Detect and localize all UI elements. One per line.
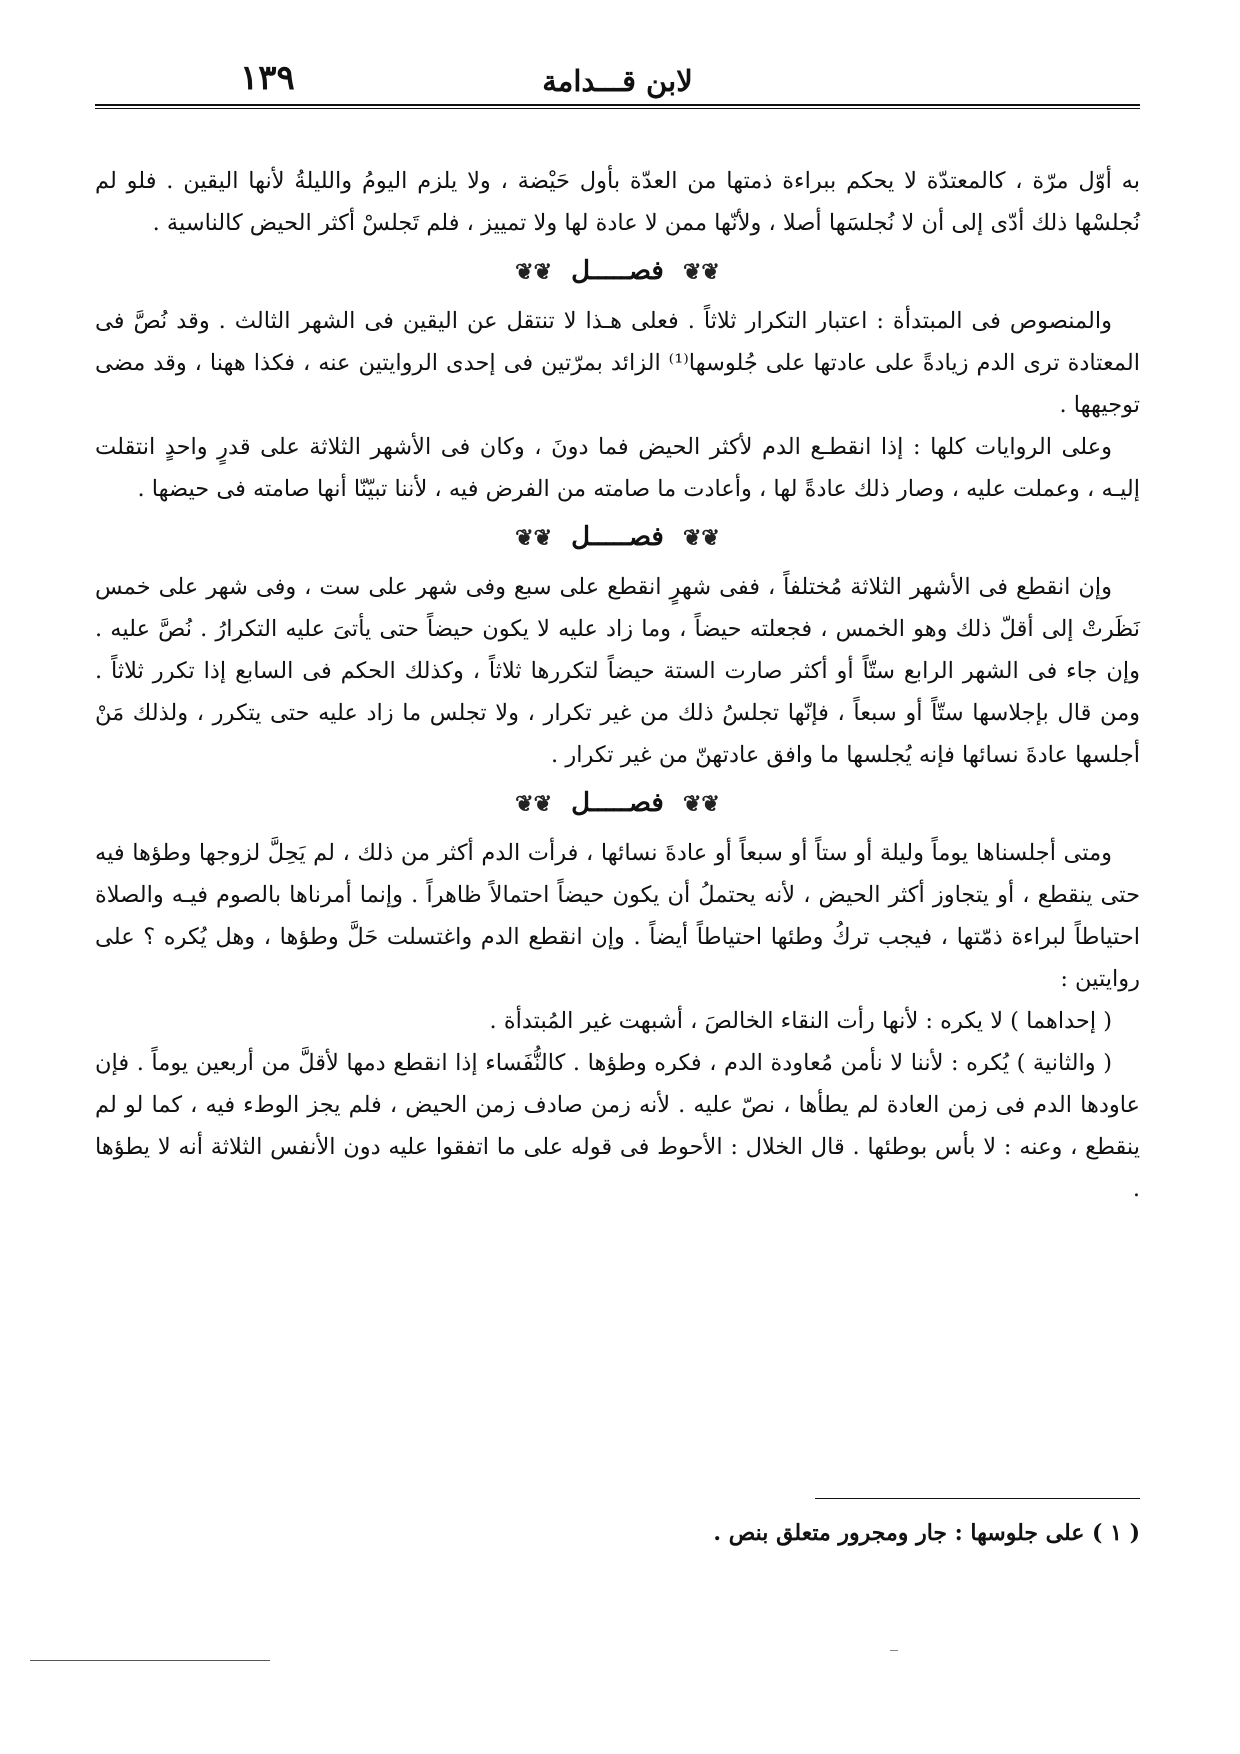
ornament-icon: ❦❦ <box>515 259 553 285</box>
page-header <box>95 60 1140 106</box>
bottom-rule <box>30 1660 270 1661</box>
ornament-icon: ❦❦ <box>515 525 553 551</box>
paragraph: والمنصوص فى المبتدأة : اعتبار التكرار ثلاثاً . فعلى هـذا لا تنتقل عن اليقين فى الشهر الثالث . وقد نُصَّ فى المعتادة ترى الدم زيادةً على عادتها على جُلوسها⁽¹⁾ الزائد بمرّتين فى إحدى الروايتين عنه ، فكذا ههنا ، وقد مضى توجيهها . <box>95 308 1140 418</box>
paragraph: به أوّل مرّة ، كالمعتدّة لا يحكم ببراءة ذمتها من العدّة بأول حَيْضة ، ولا يلزم اليومُ والليلةُ لأنها اليقين . فلو لم نُجلسْها ذلك أدّى إلى أن لا نُجلسَها أصلا ، ولأنّها ممن لا عادة لها ولا تمييز ، فلم تَجلسْ أكثر الحيض كالناسية . <box>95 168 1140 236</box>
section-heading <box>95 778 1140 828</box>
ornament-icon: ❦❦ <box>682 259 720 285</box>
section-heading <box>95 512 1140 562</box>
header-rule <box>95 108 1140 109</box>
running-title: لابن قـــدامة <box>542 64 693 98</box>
paragraph: ( إحداهما ) لا يكره : لأنها رأت النقاء الخالصَ ، أشبهت غير المُبتدأة . <box>489 1008 1112 1034</box>
paragraph: ومتى أجلسناها يوماً وليلة أو ستاً أو سبعاً أو عادةَ نسائها ، فرأت الدم أكثر من ذلك ، لم يَحِلَّ لزوجها وطؤها فيه حتى ينقطع ، أو يتجاوز أكثر الحيض ، لأنه يحتملُ أن يكون حيضاً احتمالاً ظاهراً . وإنما أمرناها بالصوم فيـه والصلاة احتياطاً لبراءة ذمّتها ، فيجب تركُ وطئها احتياطاً أيضاً . وإن انقطع الدم واغتسلت حَلَّ وطؤها ، وهل يُكره ؟ على روايتين : <box>95 840 1140 992</box>
ornament-icon: ❦❦ <box>682 791 720 817</box>
footnote: ( ١ ) على جلوسها : جار ومجرور متعلق بنص . <box>713 1520 1140 1546</box>
ornament-icon: ❦❦ <box>515 791 553 817</box>
bottom-tick <box>890 1650 898 1651</box>
section-heading-label: فصـــــل <box>571 522 664 552</box>
section-heading-label: فصـــــل <box>571 788 664 818</box>
document-page <box>95 60 1140 1710</box>
section-heading-label: فصـــــل <box>571 256 664 286</box>
ornament-icon: ❦❦ <box>682 525 720 551</box>
paragraph: ( والثانية ) يُكره : لأننا لا نأمن مُعاودة الدم ، فكره وطؤها . كالنُّفَساء إذا انقطع دمها لأقلَّ من أربعين يوماً . فإن عاودها الدم فى زمن العادة لم يطأها ، نصّ عليه . لأنه زمن صادف زمن الحيض ، فلم يجز الوطء فيه ، كما لو لم ينقطع ، وعنه : لا بأس بوطئها . قال الخلال : الأحوط فى قوله على ما اتفقوا عليه دون الأنفس الثلاثة أنه لا يطؤها . <box>95 1050 1140 1202</box>
section-heading <box>95 246 1140 296</box>
paragraph: وإن انقطع فى الأشهر الثلاثة مُختلفاً ، ففى شهرٍ انقطع على سبع وفى شهر على ست ، وفى شهر على خمس نَظَرتْ إلى أقلّ ذلك وهو الخمس ، فجعلته حيضاً ، وما زاد عليه لا يكون حيضاً حتى يأتىَ عليه التكرارُ . نُصَّ عليه . وإن جاء فى الشهر الرابع ستّاً أو أكثر صارت الستة حيضاً لتكررها ثلاثاً ، وكذلك الحكم فى السابع إذا تكرر ثلاثاً . ومن قال بإجلاسها ستّاً أو سبعاً ، فإنّها تجلسُ ذلك من غير تكرار ، ولا تجلس ما زاد عليه حتى يتكرر ، ولذلك مَنْ أجلسها عادةَ نسائها فإنه يُجلسها ما وافق عادتهنّ من غير تكرار . <box>95 574 1140 768</box>
page-number: ١٣٩ <box>240 58 295 98</box>
footnote-rule <box>815 1498 1140 1499</box>
page-body <box>95 160 1140 1210</box>
paragraph: وعلى الروايات كلها : إذا انقطـع الدم لأكثر الحيض فما دونَ ، وكان فى الأشهر الثلاثة على قدرٍ واحدٍ انتقلت إليـه ، وعملت عليه ، وصار ذلك عادةً لها ، وأعادت ما صامته من الفرض فيه ، لأننا تبيّنّا أنها صامته فى حيضها . <box>95 434 1140 502</box>
